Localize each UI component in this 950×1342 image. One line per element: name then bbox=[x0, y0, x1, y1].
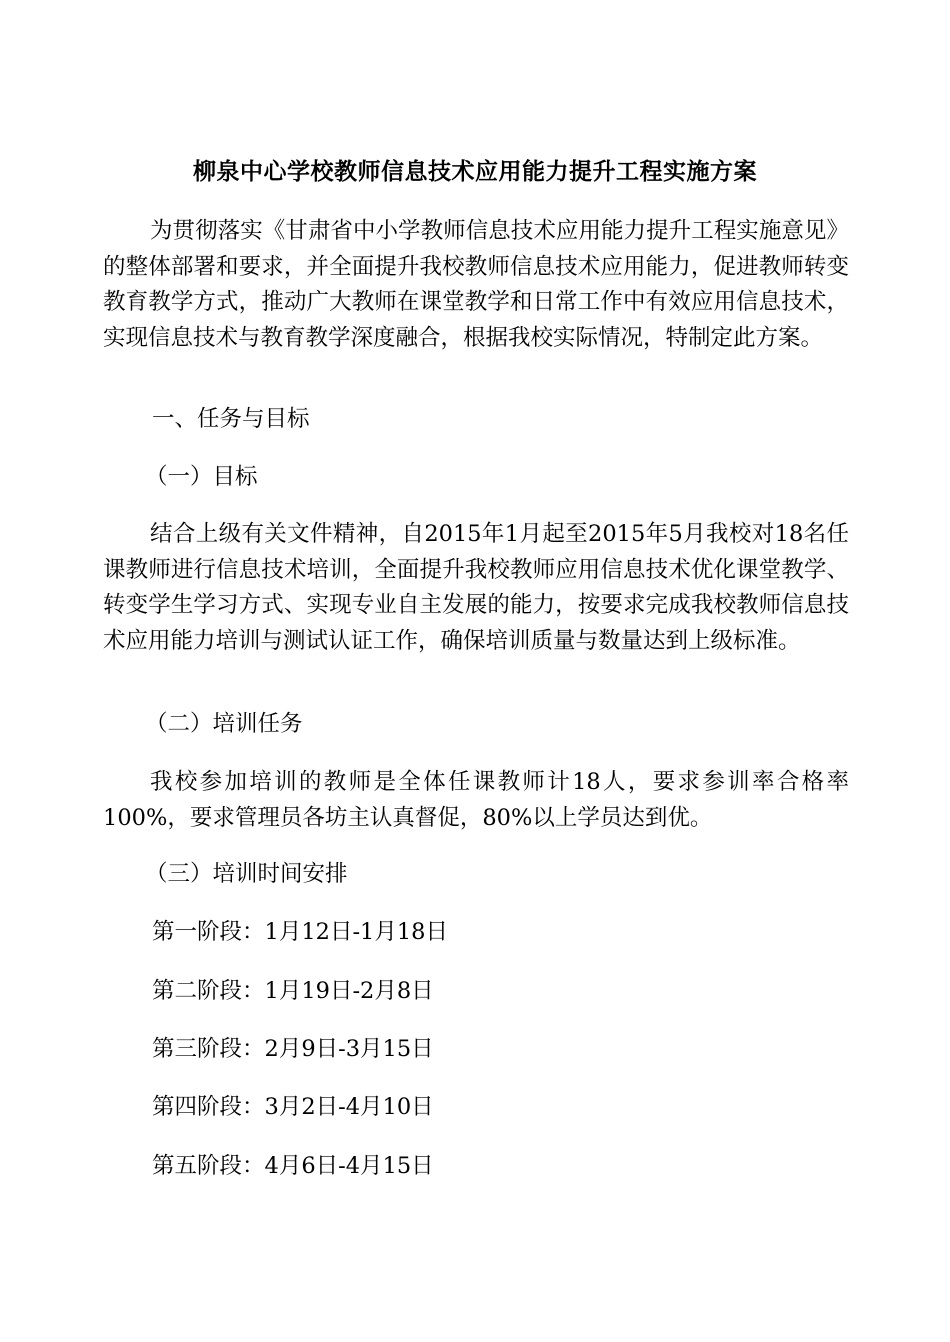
document-title: 柳泉中心学校教师信息技术应用能力提升工程实施方案 bbox=[193, 158, 757, 185]
stage-item: 第二阶段：1月19日-2月8日 bbox=[152, 978, 434, 1004]
stage-item: 第三阶段：2月9日-3月15日 bbox=[152, 1036, 434, 1062]
stage-item: 第一阶段：1月12日-1月18日 bbox=[152, 919, 448, 945]
stage-item: 第五阶段：4月6日-4月15日 bbox=[152, 1153, 434, 1179]
stage-item: 第四阶段：3月2日-4月10日 bbox=[152, 1094, 434, 1120]
intro-paragraph: 为贯彻落实《甘肃省中小学教师信息技术应用能力提升工程实施意见》的整体部署和要求，并全面提升我校教师信息技术应用能力，促进教师转变教育教学方式，推动广大教师在课堂教学和日常工作中有效应用信息技术，实现信息技术与教育教学深度融合，根据我校实际情况，特制定此方案。 bbox=[103, 218, 849, 351]
goal-paragraph: 结合上级有关文件精神，自2015年1月起至2015年5月我校对18名任课教师进行信息技术培训，全面提升我校教师应用信息技术优化课堂教学、转变学生学习方式、实现专业自主发展的能力，按要求完成我校教师信息技术应用能力培训与测试认证工作，确保培训质量与数量达到上级标准。 bbox=[103, 521, 849, 654]
subheading-training-schedule: （三）培训时间安排 bbox=[145, 861, 348, 887]
training-tasks-paragraph: 我校参加培训的教师是全体任课教师计18人，要求参训率合格率100%，要求管理员各坊主认真督促，80%以上学员达到优。 bbox=[103, 769, 849, 831]
subheading-goal: （一）目标 bbox=[145, 464, 258, 490]
section-heading-tasks-goals: 一、任务与目标 bbox=[152, 406, 310, 432]
subheading-training-tasks: （二）培训任务 bbox=[145, 711, 303, 737]
